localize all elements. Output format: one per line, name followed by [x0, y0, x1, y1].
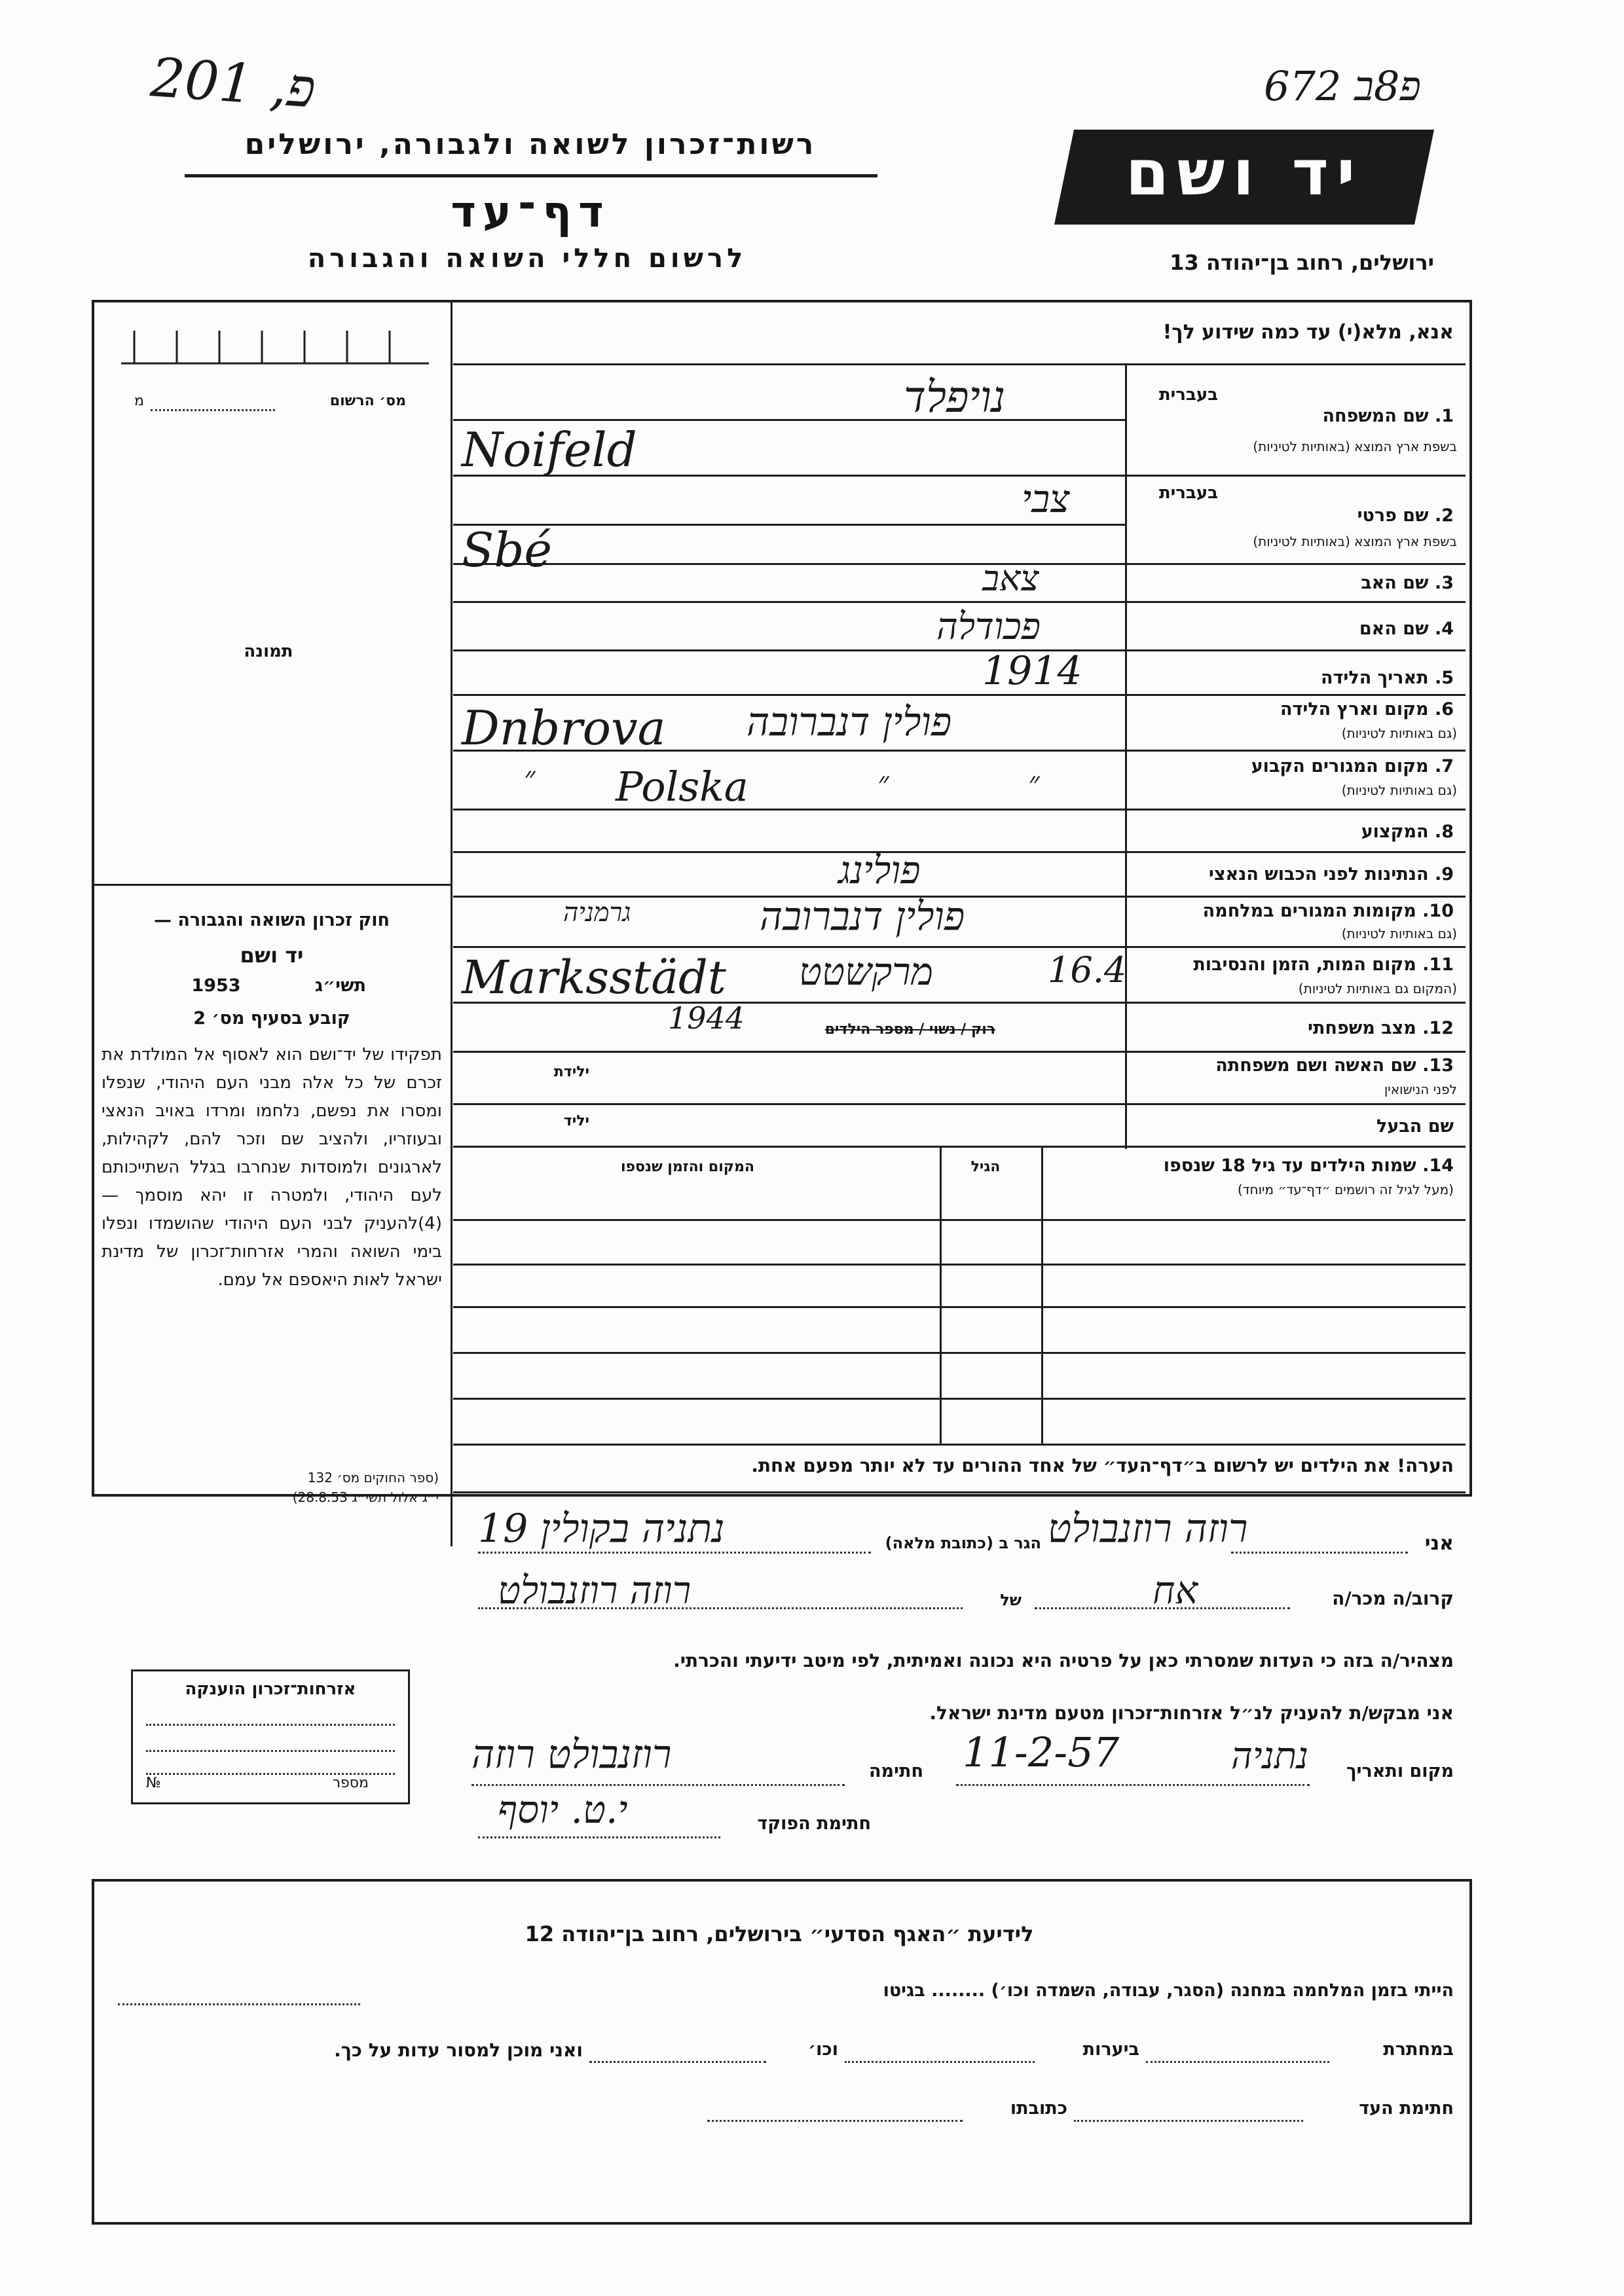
declaration-statement-1: מצהיר/ה בזה כי העדות שמסרתי כאן על פרטיה היא נכונה ואמיתית, לפי מיטב ידיעתי והכרתי. — [673, 1650, 1454, 1671]
field5-label: 5. תאריך הלידה — [1320, 668, 1454, 688]
label-column-divider — [1125, 363, 1127, 1149]
field2-value-hebrew: צבי — [1022, 477, 1070, 521]
field11-label: 11. מקום המות, הזמן והנסיבות — [1193, 955, 1454, 975]
field6-value-hebrew: פולין דנברובה — [747, 699, 952, 745]
children-col-divider — [940, 1147, 942, 1445]
children-row — [453, 1219, 1466, 1221]
field1-lang-label: בעברית — [1158, 385, 1218, 405]
place-date-line — [956, 1784, 1310, 1786]
declaration-top-line — [453, 1491, 1466, 1493]
row-line — [453, 1051, 1466, 1053]
field4-value: פכודלה — [936, 606, 1041, 648]
field5-value: 1914 — [982, 648, 1082, 694]
children-row — [453, 1444, 1466, 1446]
citizenship-line — [146, 1724, 395, 1726]
declaration-date: 11-2-57 — [963, 1728, 1120, 1776]
field1-value-latin: Noifeld — [462, 422, 637, 477]
signature-label: חתימה — [868, 1761, 923, 1781]
record-tick-box — [121, 327, 429, 367]
record-number-prefix: מ — [134, 393, 144, 409]
children-row — [453, 1306, 1466, 1308]
declaration-of-label: של — [1000, 1591, 1022, 1609]
footer-witness-signature-line — [1074, 2120, 1303, 2122]
children-row — [453, 1352, 1466, 1354]
field10-sub: (גם באותיות לטיניות) — [1341, 926, 1457, 941]
field9-label: 9. הנתינות לפני הכבוש הנאצי — [1208, 864, 1454, 884]
declaration-place: נתניה — [1231, 1735, 1309, 1777]
law-year: 1953 — [191, 975, 241, 996]
children-row — [453, 1398, 1466, 1400]
field13-label: 13. שם האשה ושם משפחתה — [1215, 1055, 1454, 1076]
law-source-1: (ספר החוקים מס׳ 132 — [307, 1470, 439, 1485]
left-column-divider — [451, 302, 452, 1546]
field7-ditto-1: ״ — [524, 759, 536, 795]
form-title: דף־עד — [451, 187, 610, 237]
row-line — [453, 1103, 1466, 1105]
photo-area-bottom — [94, 884, 451, 886]
field10-value-hebrew: פולין דנברובה — [760, 894, 965, 939]
citizenship-number-prefix: № — [146, 1775, 161, 1791]
children-col-age: הגיל — [970, 1159, 1001, 1175]
field7-value-latin: Polska — [616, 763, 748, 811]
footer-title: לידיעת ״האגף הסדעי״ בירושלים, רחוב בן־יהודה 12 — [525, 1922, 1034, 1946]
declarant-name: רוזה רוזנבולט — [1048, 1506, 1248, 1552]
footer-line-1: הייתי בזמן המלחמה במחנה (הסגר, עבודה, השמדה וכו׳) ........ בגיטו — [883, 1980, 1454, 2001]
declaration-of-line — [478, 1607, 963, 1609]
declaration-resident-label: הגר ב (כתובת מלאה) — [885, 1534, 1041, 1552]
field6-value-latin: Dnbrova — [462, 701, 666, 756]
field2-lang-label: בעברית — [1158, 483, 1218, 503]
field7-label: 7. מקום המגורים הקבוע — [1251, 756, 1454, 776]
row-line — [453, 946, 1466, 948]
field6-sub: (גם באותיות לטיניות) — [1341, 725, 1457, 741]
field12-label: 12. מצב משפחתי — [1308, 1018, 1454, 1038]
children-row — [453, 1264, 1466, 1266]
record-number-label: מס׳ הרשום — [329, 393, 406, 409]
row-line — [453, 809, 1466, 811]
field11-value-date: 16.4 — [1048, 949, 1127, 991]
officer-signature-line — [478, 1836, 720, 1838]
law-year-hebrew: תשי״ג — [314, 975, 367, 996]
officer-signature: י.ט. יוסף — [498, 1787, 628, 1832]
logo-text: יד ושם — [1125, 136, 1363, 210]
form-subtitle: לרשום חללי השואה והגבורה — [307, 244, 747, 274]
field10-value-extra: גרמניה — [563, 898, 631, 928]
field4-label: 4. שם האם — [1359, 619, 1454, 639]
children-note: הערה! את הילדים יש לרשום ב״דף־העד״ של אחד ההורים עד לא יותר מפעם אחת. — [751, 1455, 1454, 1476]
field1-label: 1. שם המשפחה — [1322, 406, 1454, 426]
field12-value: 1944 — [668, 1000, 745, 1036]
law-title: חוק זכרון השואה והגבורה — — [153, 910, 390, 930]
field1-sub: בשפת ארץ המוצא (באותיות לטיניות) — [1253, 439, 1457, 454]
field3-value: צאב — [982, 558, 1039, 599]
footer-line-1-fill — [118, 2003, 360, 2005]
field11-value-hebrew: מרקשטט — [799, 949, 934, 994]
field7-ditto-2: ״ — [877, 765, 889, 800]
signature-line — [471, 1784, 845, 1786]
declaration-relation-label: קרוב/ה מכר/ה — [1332, 1588, 1454, 1609]
declarant-address: נתניה בקולין 19 — [478, 1506, 725, 1552]
declaration-statement-2: אני מבקש/ת להעניק לנ״ל אזרחות־זכרון מטעם מדינת ישראל. — [929, 1702, 1454, 1724]
footer-testify-statement: ואני מוכן למסור עדות על כך. — [334, 2039, 583, 2061]
field6-label: 6. מקום וארץ הלידה — [1280, 699, 1454, 720]
record-number-line — [151, 409, 275, 411]
citizenship-box — [131, 1669, 410, 1804]
footer-witness-signature-label: חתימת העד — [1359, 2098, 1454, 2119]
law-body: תפקידו של יד־ושם הוא לאסוף אל המולדת את זכרם של כל אלה מבני העם היהודי, שנפלו ומסרו את נפשם, נלחמו ומרדו באויב הנאצי ובעוזריו, ולהציב שם וזכר להם, לקהילות, לארגונים ולמוסדות שנחרבו בגלל השתייכותם לעם היהודי, ולמטרה זו יהא מוסמך —(4)להעניק לבני העם היהודי שהושמדו ונפלו בימי השואה והמרי אזרחות־זכרון של מדינת ישראל לאות היאספם אל עמם. — [101, 1045, 442, 1290]
footer-underground: במחתרת — [1383, 2039, 1454, 2060]
field11-sub: (המקום גם באותיות לטיניות) — [1298, 981, 1457, 996]
declaration-name-line — [1231, 1552, 1408, 1554]
declaration-of-value: רוזה רוזנבולט — [498, 1568, 692, 1613]
field2-value-latin: Sbé — [462, 522, 553, 577]
husband-born-label: יליד — [563, 1113, 589, 1129]
field2-sub: בשפת ארץ המוצא (באותיות לטיניות) — [1253, 534, 1457, 549]
authority-underline — [185, 174, 877, 177]
archive-annotation-left: פ, 201 — [148, 46, 318, 120]
law-org: יד ושם — [240, 943, 304, 968]
authority-name: רשות־זכרון לשואה ולגבורה, ירושלים — [244, 128, 817, 161]
row-line — [453, 419, 1125, 421]
institution-address: ירושלים, רחוב בן־יהודה 13 — [1170, 250, 1434, 275]
archive-annotation-right: 672 פ8ב — [1264, 62, 1421, 110]
field2-label: 2. שם פרטי — [1357, 505, 1454, 526]
declarant-signature: רוזנבולט רוזה — [471, 1732, 672, 1777]
footer-line-2a-fill — [1146, 2061, 1329, 2063]
place-date-label: מקום ותאריך — [1346, 1761, 1454, 1781]
citizenship-number-label: מספר — [332, 1775, 369, 1791]
row-line — [453, 524, 1125, 526]
law-clause: קובע בסעיף מס׳ 2 — [193, 1008, 350, 1029]
row-line — [453, 601, 1466, 603]
field1-value-hebrew: נויפלד — [904, 372, 1006, 422]
declarant-relation: אח — [1153, 1568, 1198, 1613]
field14-sub: (מעל לגיל זה רושמים ״דף־עד״ מיוחד) — [1237, 1182, 1454, 1197]
citizenship-line — [146, 1750, 395, 1752]
declaration-address-line — [478, 1552, 871, 1554]
field8-label: 8. המקצוע — [1361, 822, 1454, 842]
children-col-place: המקום והזמן שנספו — [621, 1159, 754, 1175]
footer-address-label: כתובתו — [1010, 2098, 1067, 2119]
law-box — [98, 910, 445, 1519]
field3-label: 3. שם האב — [1361, 573, 1454, 593]
row-line — [453, 563, 1466, 565]
field9-value: פולינג — [838, 848, 921, 892]
husband-label: שם הבעל — [1376, 1116, 1454, 1137]
footer-address-line — [707, 2120, 963, 2122]
photo-label: תמונה — [244, 642, 293, 661]
footer-etc: וכו׳ — [808, 2039, 838, 2060]
field12-options: רוק / נשוי / מספר הילדים — [824, 1021, 995, 1038]
field14-label: 14. שמות הילדים עד גיל 18 שנספו — [1163, 1156, 1454, 1176]
citizenship-title: אזרחות־זכרון הוענקה — [185, 1679, 356, 1699]
officer-signature-label: חתימת הפוקד — [757, 1813, 871, 1834]
field7-ditto-3: ״ — [1028, 765, 1040, 800]
field7-sub: (גם באותיות לטיניות) — [1341, 782, 1457, 798]
declaration-i-label: אני — [1424, 1532, 1454, 1555]
footer-forests: ביערות — [1082, 2039, 1139, 2060]
tick-marks-icon — [121, 327, 429, 367]
intro-underline — [453, 363, 1466, 365]
field10-label: 10. מקומות המגורים במלחמה — [1202, 901, 1454, 921]
intro-instruction: אנא, מלא(י) עד כמה שידוע לך! — [1162, 321, 1454, 344]
law-source-2: י״ג אלול תשי״ג 28.8.53) — [292, 1489, 439, 1505]
field13-sub: לפני הנישואין — [1384, 1082, 1457, 1097]
yad-vashem-logo — [1054, 130, 1434, 225]
row-line — [453, 694, 1466, 696]
row-line — [453, 1146, 1466, 1148]
footer-line-2c-fill — [589, 2061, 766, 2063]
children-col-divider — [1041, 1147, 1043, 1445]
field13-born-label: ילידת — [553, 1064, 589, 1080]
field11-value-latin: Marksstädt — [462, 951, 726, 1004]
row-line — [453, 851, 1466, 853]
row-line — [453, 649, 1466, 651]
footer-line-2b-fill — [845, 2061, 1035, 2063]
